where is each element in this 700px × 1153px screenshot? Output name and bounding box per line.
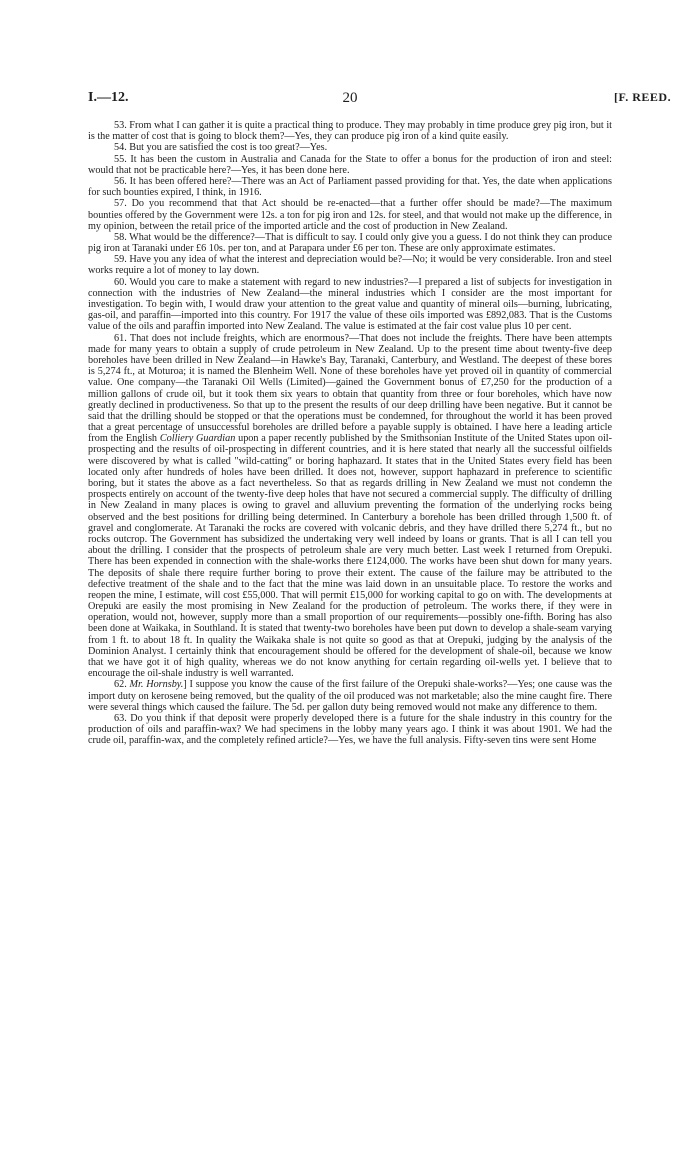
paragraph-59: 59. Have you any idea of what the interest and depreciation would be?—No; it would be very considerable. Iron and steel works require a lot of money to lay down.	[88, 254, 612, 277]
paragraph-56: 56. It has been offered here?—There was an Act of Parliament passed providing for that. Yes, the date when applications for such bounties expired, I think, in 1916.	[88, 175, 612, 199]
paragraph-61	[88, 333, 612, 680]
paragraph-60: 60. Would you care to make a statement with regard to new industries?—I prepared a list of subjects for investigation in connection with the industries of New Zealand—the mineral industries which I consider are the most important for investigation. To begin with, I would draw your attention to the great value and quantity of mineral oils—burning, lubricating, gas-oil, and paraffin—imported into this country. For 1917 the value of these oils imported was £892,083. That is the Customs value of the oils and paraffin imported into New Zealand. The value is estimated at the fair cost value plus 10 per cent.	[88, 276, 612, 333]
document-body	[88, 120, 612, 747]
paragraph-61-part-1: 61. That does not include freights, which are enormous?—That does not include the freights. There have been attempts made for many years to obtain a supply of crude petroleum in New Zealand. Up to the present time about twenty-five deep boreholes have been drilled in New Zealand—in Hawke's Bay, Taranaki, Canterbury, and Westland. The deepest of these bores is 5,274 ft., at Moturoa; it is named the Blenheim Well. None of these boreholes have yet proved oil in quantity of commercial value. One company—the Taranaki Oil Wells (Limited)—gained the Government bonus of £7,250 for the production of a million gallons of crude oil, but it took them six years to obtain that quantity from three or four boreholes, which have now greatly declined in productiveness. So that up to the present the results of our deep drilling have been negative. But it cannot be said that the drilling should be stopped or that the operations must be condemned, for throughout the world it has been proved that a great percentage of unsuccessful boreholes are drilled before a payable supply is obtained. I have here a leading article from the English	[88, 332, 612, 445]
paragraph-58: 58. What would be the difference?—That is difficult to say. I could only give you a guess. I do not think they can produce pig iron at Taranaki under £6 10s. per ton, and at Parapara under £6 per ton. These are only approximate estimates.	[88, 231, 612, 255]
publication-title: Colliery Guardian	[159, 433, 236, 445]
witness-name: [F. REED.	[614, 90, 672, 104]
paragraph-55: 55. It has been the custom in Australia and Canada for the State to offer a bonus for the production of iron and steel: would that not be practicable here?—Yes, it has been done here.	[88, 153, 612, 176]
document-reference: I.—12.	[88, 90, 129, 105]
paragraph-53: 53. From what I can gather it is quite a practical thing to produce. They may probably in time produce grey pig iron, but it is the matter of cost that is going to block them?—Yes, they can produce pig iron of a kind quite easily.	[88, 120, 612, 143]
page-number: 20	[342, 90, 358, 106]
paragraph-62	[88, 679, 612, 713]
paragraph-63: 63. Do you think if that deposit were properly developed there is a future for the shale industry in this country for the production of oils and paraffin-wax? We had specimens in the lobby many years ago. I think it was about 1901. We had the crude oil, paraffin-wax, and the completely refined article?—Yes, we have the full analysis. Fifty-seven tins were sent Home	[88, 712, 612, 747]
paragraph-54: 54. But you are satisfied the cost is too great?—Yes.	[114, 142, 328, 154]
question-number-62: 62.	[114, 679, 130, 691]
page-header	[0, 90, 700, 106]
paragraph-61-part-2: upon a paper recently published by the Smithsonian Institute of the United States upon oil-prospecting and the results of oil-prospecting in different countries, and it is here stated that nearly all the successful oilfields were discovered by what is called "wild-catting" or boring haphazard. It states that in the United States every field has been located only after hundreds of holes have been drilled. It does not, however, support haphazard in preference to scientific boring, but it states the above as a fact nevertheless. So that as regards drilling in New Zealand we must not condemn the prospects entirely on account of the twenty-five deep holes that have not secured a commercial supply. The difficulty of drilling in New Zealand in many places is owing to gravel and alluvium preventing the formation of the underlying rocks being observed and the best positions for drilling being determined. In Canterbury a borehole has been drilled through 1,500 ft. of gravel and conglomerate. At Taranaki the rocks are covered with volcanic debris, and they have drilled there 5,274 ft., but no rocks outcrop. The Government has subsidized the undertaking very well indeed by loans or grants. That is all I can tell you about the drilling. I consider that the prospects of petroleum shale are very much better. Last week I returned from Orepuki. There has been expended in connection with the shale-works there £124,000. The works have been shut down for many years. The deposits of shale there require further boring to prove their extent. The cause of the failure may be attributed to the defective treatment of the shale and to the fact that the mine was laid down in an unsuitable place. To restore the works and reopen the mine, I estimate, will cost £55,000. That will permit £15,000 for working capital to go on with. The developments at Orepuki are easily the most promising in New Zealand for the production of petroleum. The works there, if they were in operation, would not, however, supply more than a small proportion of our requirements—possibly one-fifth. Boring has also been done at Waikaka, in Southland. It is stated that twenty-two boreholes have been put down to develop a shale-seam varying from 1 ft. to about 18 ft. In quality the Waikaka shale is not quite so good as that at Orepuki, judging by the analysis of the Dominion Analyst. I certainly think that encouragement should be offered for the development of shale-oil, because we know that we have got it of high quality, whereas we do not know anything for certain regarding oil-wells yet. I believe that to encourage the oil-shale industry is well warranted.	[88, 433, 612, 680]
paragraph-62-text: ] I suppose you know the cause of the first failure of the Orepuki shale-works?—Yes; one cause was the import duty on kerosene being removed, but the quality of the oil produced was not marketable; also the mine caught fire. There were several things which caused the failure. The 5d. per gallon duty being removed would not make any difference to them.	[88, 679, 612, 713]
questioner-name: Mr. Hornsby.	[129, 679, 184, 691]
paragraph-57: 57. Do you recommend that that Act should be re-enacted—that a further offer should be made?—The maximum bounties offered by the Government were 12s. a ton for pig iron and 12s. for steel, and that would not make up the difference, in my opinion, between the retail price of the imported article and the cost of production in New Zealand.	[88, 198, 612, 232]
